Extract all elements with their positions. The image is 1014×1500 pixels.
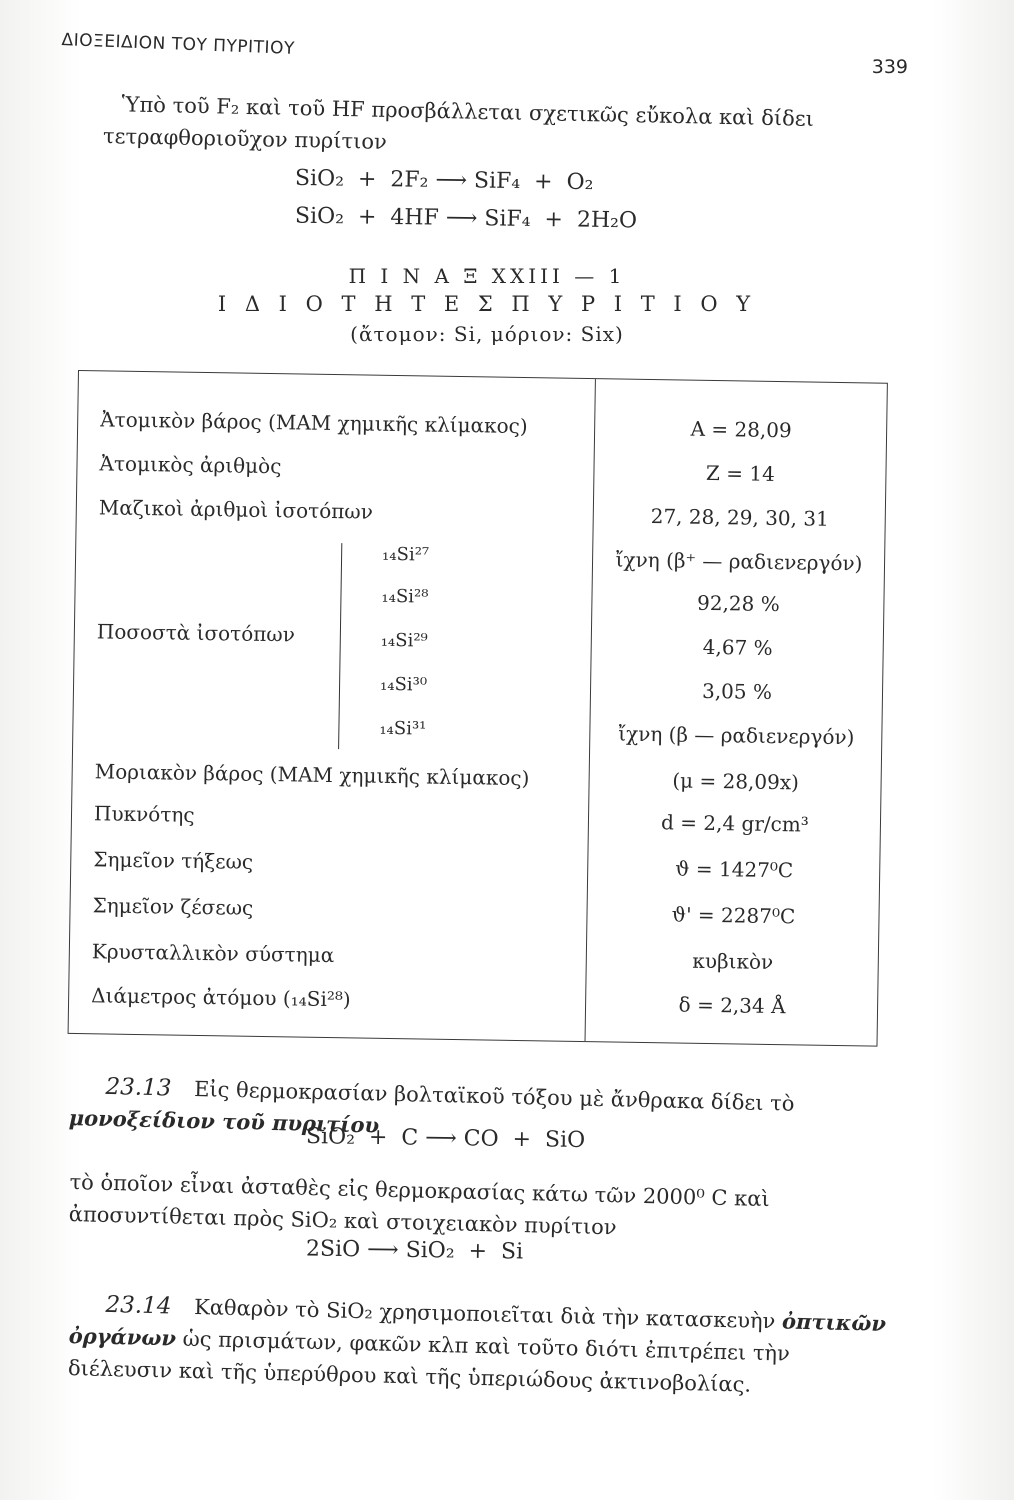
table-number: Π Ι Ν Α Ξ XXIII — 1 xyxy=(348,264,626,288)
property-value: (μ = 28,09x) xyxy=(672,768,800,795)
property-label: Μαζικοὶ ἀριθμοὶ ἰσοτόπων xyxy=(98,495,374,524)
section-text: Καθαρὸν τὸ SiO₂ χρησιμοποιεῖται διὰ τὴν κατασκευὴν xyxy=(193,1295,776,1334)
table-row xyxy=(77,451,885,498)
property-label: Σημεῖον τήξεως xyxy=(93,847,254,874)
table-row xyxy=(71,847,879,894)
table-row xyxy=(77,495,885,542)
table-row xyxy=(78,407,886,454)
table-subtitle: (ἄτομον: Si, μόριον: Six) xyxy=(350,322,624,346)
property-label: Ἀτομικὸς ἀριθμὸς xyxy=(99,451,282,479)
property-value: ϑ = 1427⁰C xyxy=(675,856,794,883)
isotope-symbol: ₁₄Si²⁷ xyxy=(381,543,430,566)
section-23-14 xyxy=(68,1288,900,1404)
section-23-13-continued: τὸ ὁποῖον εἶναι ἀσταθὲς εἰς θερμοκρασίας κάτω τῶν 2000⁰ C καὶ ἀποσυντίθεται πρὸς SiO₂ καὶ στοιχειακὸν πυρίτιον xyxy=(68,1169,770,1240)
isotope-row xyxy=(74,669,882,716)
section-number: 23.14 xyxy=(105,1291,172,1320)
running-title: ΔΙΟΞΕΙΔΙΟΝ ΤΟΥ ΠΥΡΙΤΙΟΥ xyxy=(61,30,296,59)
isotope-row xyxy=(74,625,882,672)
property-label: Κρυσταλλικὸν σύστημα xyxy=(91,939,335,968)
property-value: Z = 14 xyxy=(705,460,776,486)
table-title: Ι Δ Ι Ο Τ Η Τ Ε Σ Π Υ Ρ Ι Τ Ι Ο Υ xyxy=(217,292,757,316)
table-row xyxy=(70,939,878,986)
isotope-symbol: ₁₄Si²⁸ xyxy=(381,585,429,608)
isotope-symbol: ₁₄Si²⁹ xyxy=(380,629,428,652)
isotope-value: ἴχνη (β — ραδιενεργόν) xyxy=(618,721,855,750)
property-value: d = 2,4 gr/cm³ xyxy=(660,810,809,837)
isotope-value: 4,67 % xyxy=(702,634,773,660)
property-label: Μοριακὸν βάρος (ΜΑΜ χημικῆς κλίμακος) xyxy=(94,759,530,791)
equation-hf: SiO₂ + 4HF ⟶ SiF₄ + 2H₂O xyxy=(294,203,638,234)
property-value: ϑ' = 2287⁰C xyxy=(671,902,796,929)
section-text-continued: ὡς πρισμάτων, φακῶν κλπ καὶ τοῦτο διότι ἐπιτρέπει τὴν διέλευσιν καὶ τῆς ὑπερύθρου καὶ τῆς ὑπεριώδους ἀκτινοβολίας. xyxy=(67,1326,791,1397)
section-number: 23.13 xyxy=(105,1073,172,1102)
properties-table xyxy=(68,370,888,1047)
isotope-symbol: ₁₄Si³⁰ xyxy=(379,673,428,696)
equation-fluorine: SiO₂ + 2F₂ ⟶ SiF₄ + O₂ xyxy=(294,165,594,196)
property-value: 27, 28, 29, 30, 31 xyxy=(650,504,829,531)
property-value: κυβικὸν xyxy=(692,948,774,974)
table-row xyxy=(70,893,878,940)
isotope-value: ἴχνη (β⁺ — ραδιενεργόν) xyxy=(615,547,863,576)
property-label: Πυκνότης xyxy=(93,801,195,827)
property-label: Ἀτομικὸν βάρος (ΜΑΜ χημικῆς κλίμακος) xyxy=(100,407,528,439)
section-emphasis: μονοξείδιον τοῦ πυριτίου xyxy=(68,1104,380,1138)
isotope-row xyxy=(73,713,881,760)
isotope-value: 92,28 % xyxy=(696,590,780,617)
intro-paragraph: Ὑπὸ τοῦ F₂ καὶ τοῦ HF προσβάλλεται σχετικῶς εὔκολα καὶ δίδει τετραφθοριοῦχον πυρίτιον xyxy=(102,92,815,154)
equation-carbon: SiO₂ + C ⟶ CO + SiO xyxy=(305,1124,586,1153)
property-value: δ = 2,34 Å xyxy=(678,992,786,1019)
equation-disproportionation: 2SiO ⟶ SiO₂ + Si xyxy=(305,1236,524,1265)
table-row xyxy=(72,759,880,806)
isotope-value: 3,05 % xyxy=(701,678,773,704)
property-label: Διάμετρος ἀτόμου (₁₄Si²⁸) xyxy=(90,983,351,1012)
isotope-symbol: ₁₄Si³¹ xyxy=(379,717,427,740)
property-label: Σημεῖον ζέσεως xyxy=(92,893,254,920)
isotope-group-label: Ποσοστὰ ἰσοτόπων xyxy=(96,619,296,647)
property-value: A = 28,09 xyxy=(690,416,792,443)
section-text: Εἰς θερμοκρασίαν βολταϊκοῦ τόξου μὲ ἄνθρακα δίδει τὸ xyxy=(193,1077,795,1116)
section-emphasis: ὀπτικῶν ὀργάνων xyxy=(68,1308,887,1351)
table-row xyxy=(72,801,880,848)
page-number: 339 xyxy=(871,56,908,78)
table-row xyxy=(69,983,877,1030)
isotope-row xyxy=(76,539,884,586)
